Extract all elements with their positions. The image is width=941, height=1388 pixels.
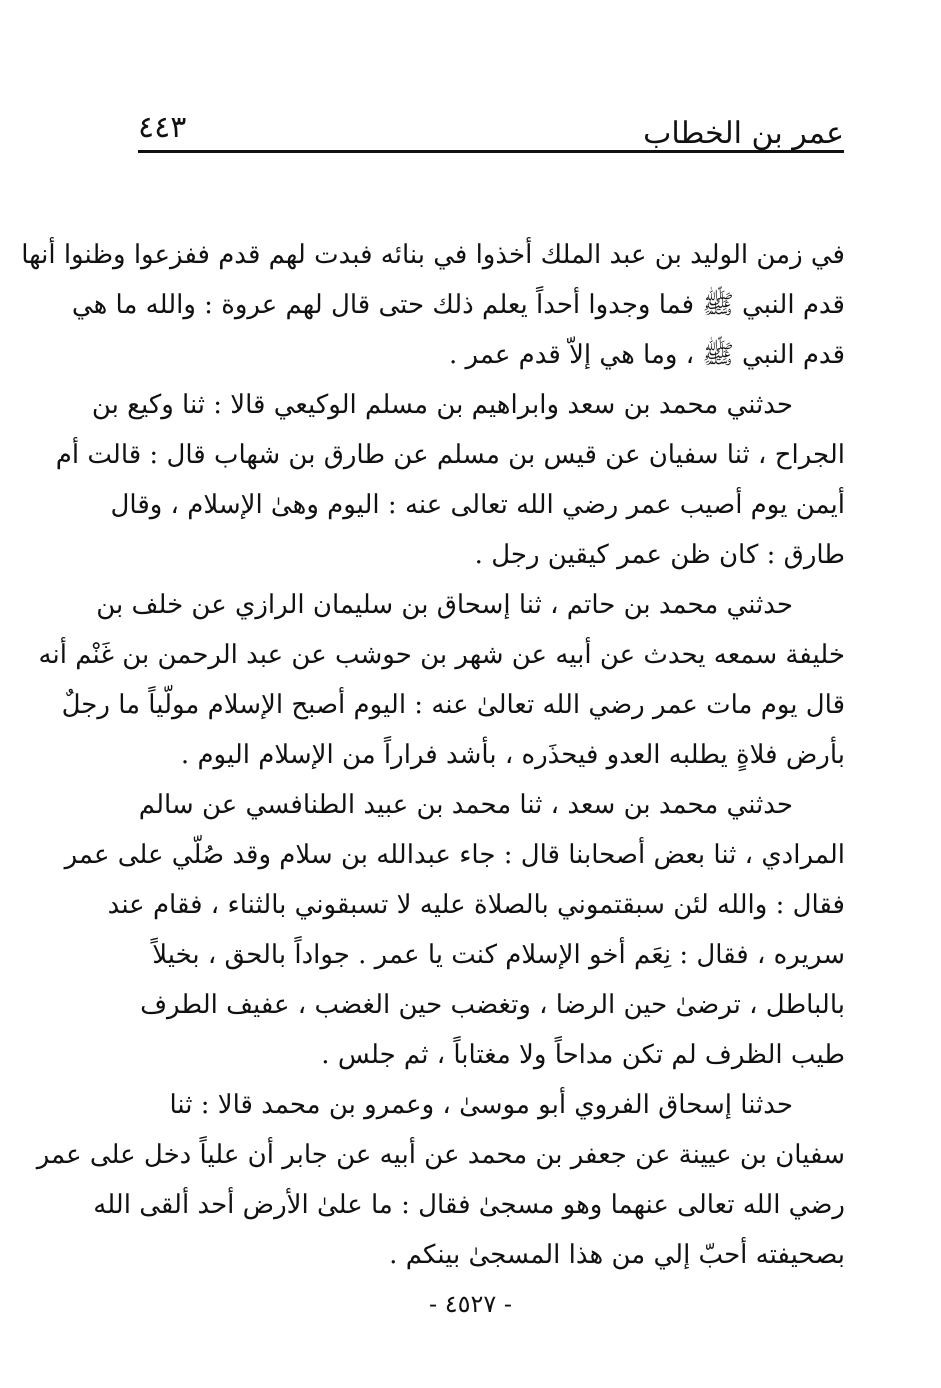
- text-line: خليفة سمعه يحدث عن أبيه عن شهر بن حوشب عن عبد الرحمن بن غَنْم أنه: [38, 640, 845, 670]
- page-footer: [0, 1284, 941, 1324]
- text-line: فقال : والله لئن سبقتموني بالصلاة عليه لا تسبقوني بالثناء ، فقام عند: [107, 890, 845, 920]
- text-line: المرادي ، ثنا بعض أصحابنا قال : جاء عبدالله بن سلام وقد صُلّي على عمر: [64, 840, 845, 870]
- text-line: حدثني محمد بن سعد ، ثنا محمد بن عبيد الطنافسي عن سالم: [138, 790, 793, 820]
- text-line: طارق : كان ظن عمر كيقين رجل .: [474, 540, 845, 570]
- text-line: بصحيفته أحبّ إلي من هذا المسجىٰ بينكم .: [389, 1240, 845, 1270]
- text-line: قال يوم مات عمر رضي الله تعالىٰ عنه : اليوم أصبح الإسلام مولّياً ما رجلٌ: [61, 690, 845, 720]
- running-title: عمر بن الخطاب: [643, 116, 844, 151]
- text-line: قدم النبي ﷺ فما وجدوا أحداً يعلم ذلك حتى قال لهم عروة : والله ما هي: [71, 290, 845, 320]
- text-line: بالباطل ، ترضىٰ حين الرضا ، وتغضب حين الغضب ، عفيف الطرف: [140, 990, 845, 1020]
- text-line: أيمن يوم أصيب عمر رضي الله تعالى عنه : اليوم وهىٰ الإسلام ، وقال: [110, 490, 845, 520]
- text-line: الجراح ، ثنا سفيان عن قيس بن مسلم عن طارق بن شهاب قال : قالت أم: [55, 440, 845, 470]
- text-line: حدثني محمد بن سعد وابراهيم بن مسلم الوكيعي قالا : ثنا وكيع بن: [91, 390, 793, 420]
- text-line: في زمن الوليد بن عبد الملك أخذوا في بنائه فبدت لهم قدم ففزعوا وظنوا أنها: [21, 240, 845, 270]
- body-text: [21, 230, 845, 1280]
- text-line: حدثنا إسحاق الفروي أبو موسىٰ ، وعمرو بن محمد قالا : ثنا: [169, 1090, 793, 1120]
- text-line: طيب الظرف لم تكن مداحاً ولا مغتاباً ، ثم جلس .: [321, 1040, 845, 1070]
- text-line: سفيان بن عيينة عن جعفر بن محمد عن أبيه عن جابر أن علياً دخل على عمر: [36, 1140, 845, 1170]
- text-line: سريره ، فقال : نِعَم أخو الإسلام كنت يا عمر . جواداً بالحق ، بخيلاً: [152, 940, 845, 970]
- text-line: قدم النبي ﷺ ، وما هي إلاّ قدم عمر .: [448, 340, 845, 370]
- text-line: حدثني محمد بن حاتم ، ثنا إسحاق بن سليمان الرازي عن خلف بن: [96, 590, 793, 620]
- page-number: ٤٤٣: [138, 110, 187, 145]
- text-line: رضي الله تعالى عنهما وهو مسجىٰ فقال : ما علىٰ الأرض أحد ألقى الله: [93, 1190, 845, 1220]
- page-header: [138, 108, 844, 156]
- text-line: بأرض فلاةٍ يطلبه العدو فيحذَره ، بأشد فراراً من الإسلام اليوم .: [180, 740, 845, 770]
- header-rule: [138, 150, 844, 153]
- footer-page-marker: - ٤٥٢٧ -: [428, 1290, 513, 1318]
